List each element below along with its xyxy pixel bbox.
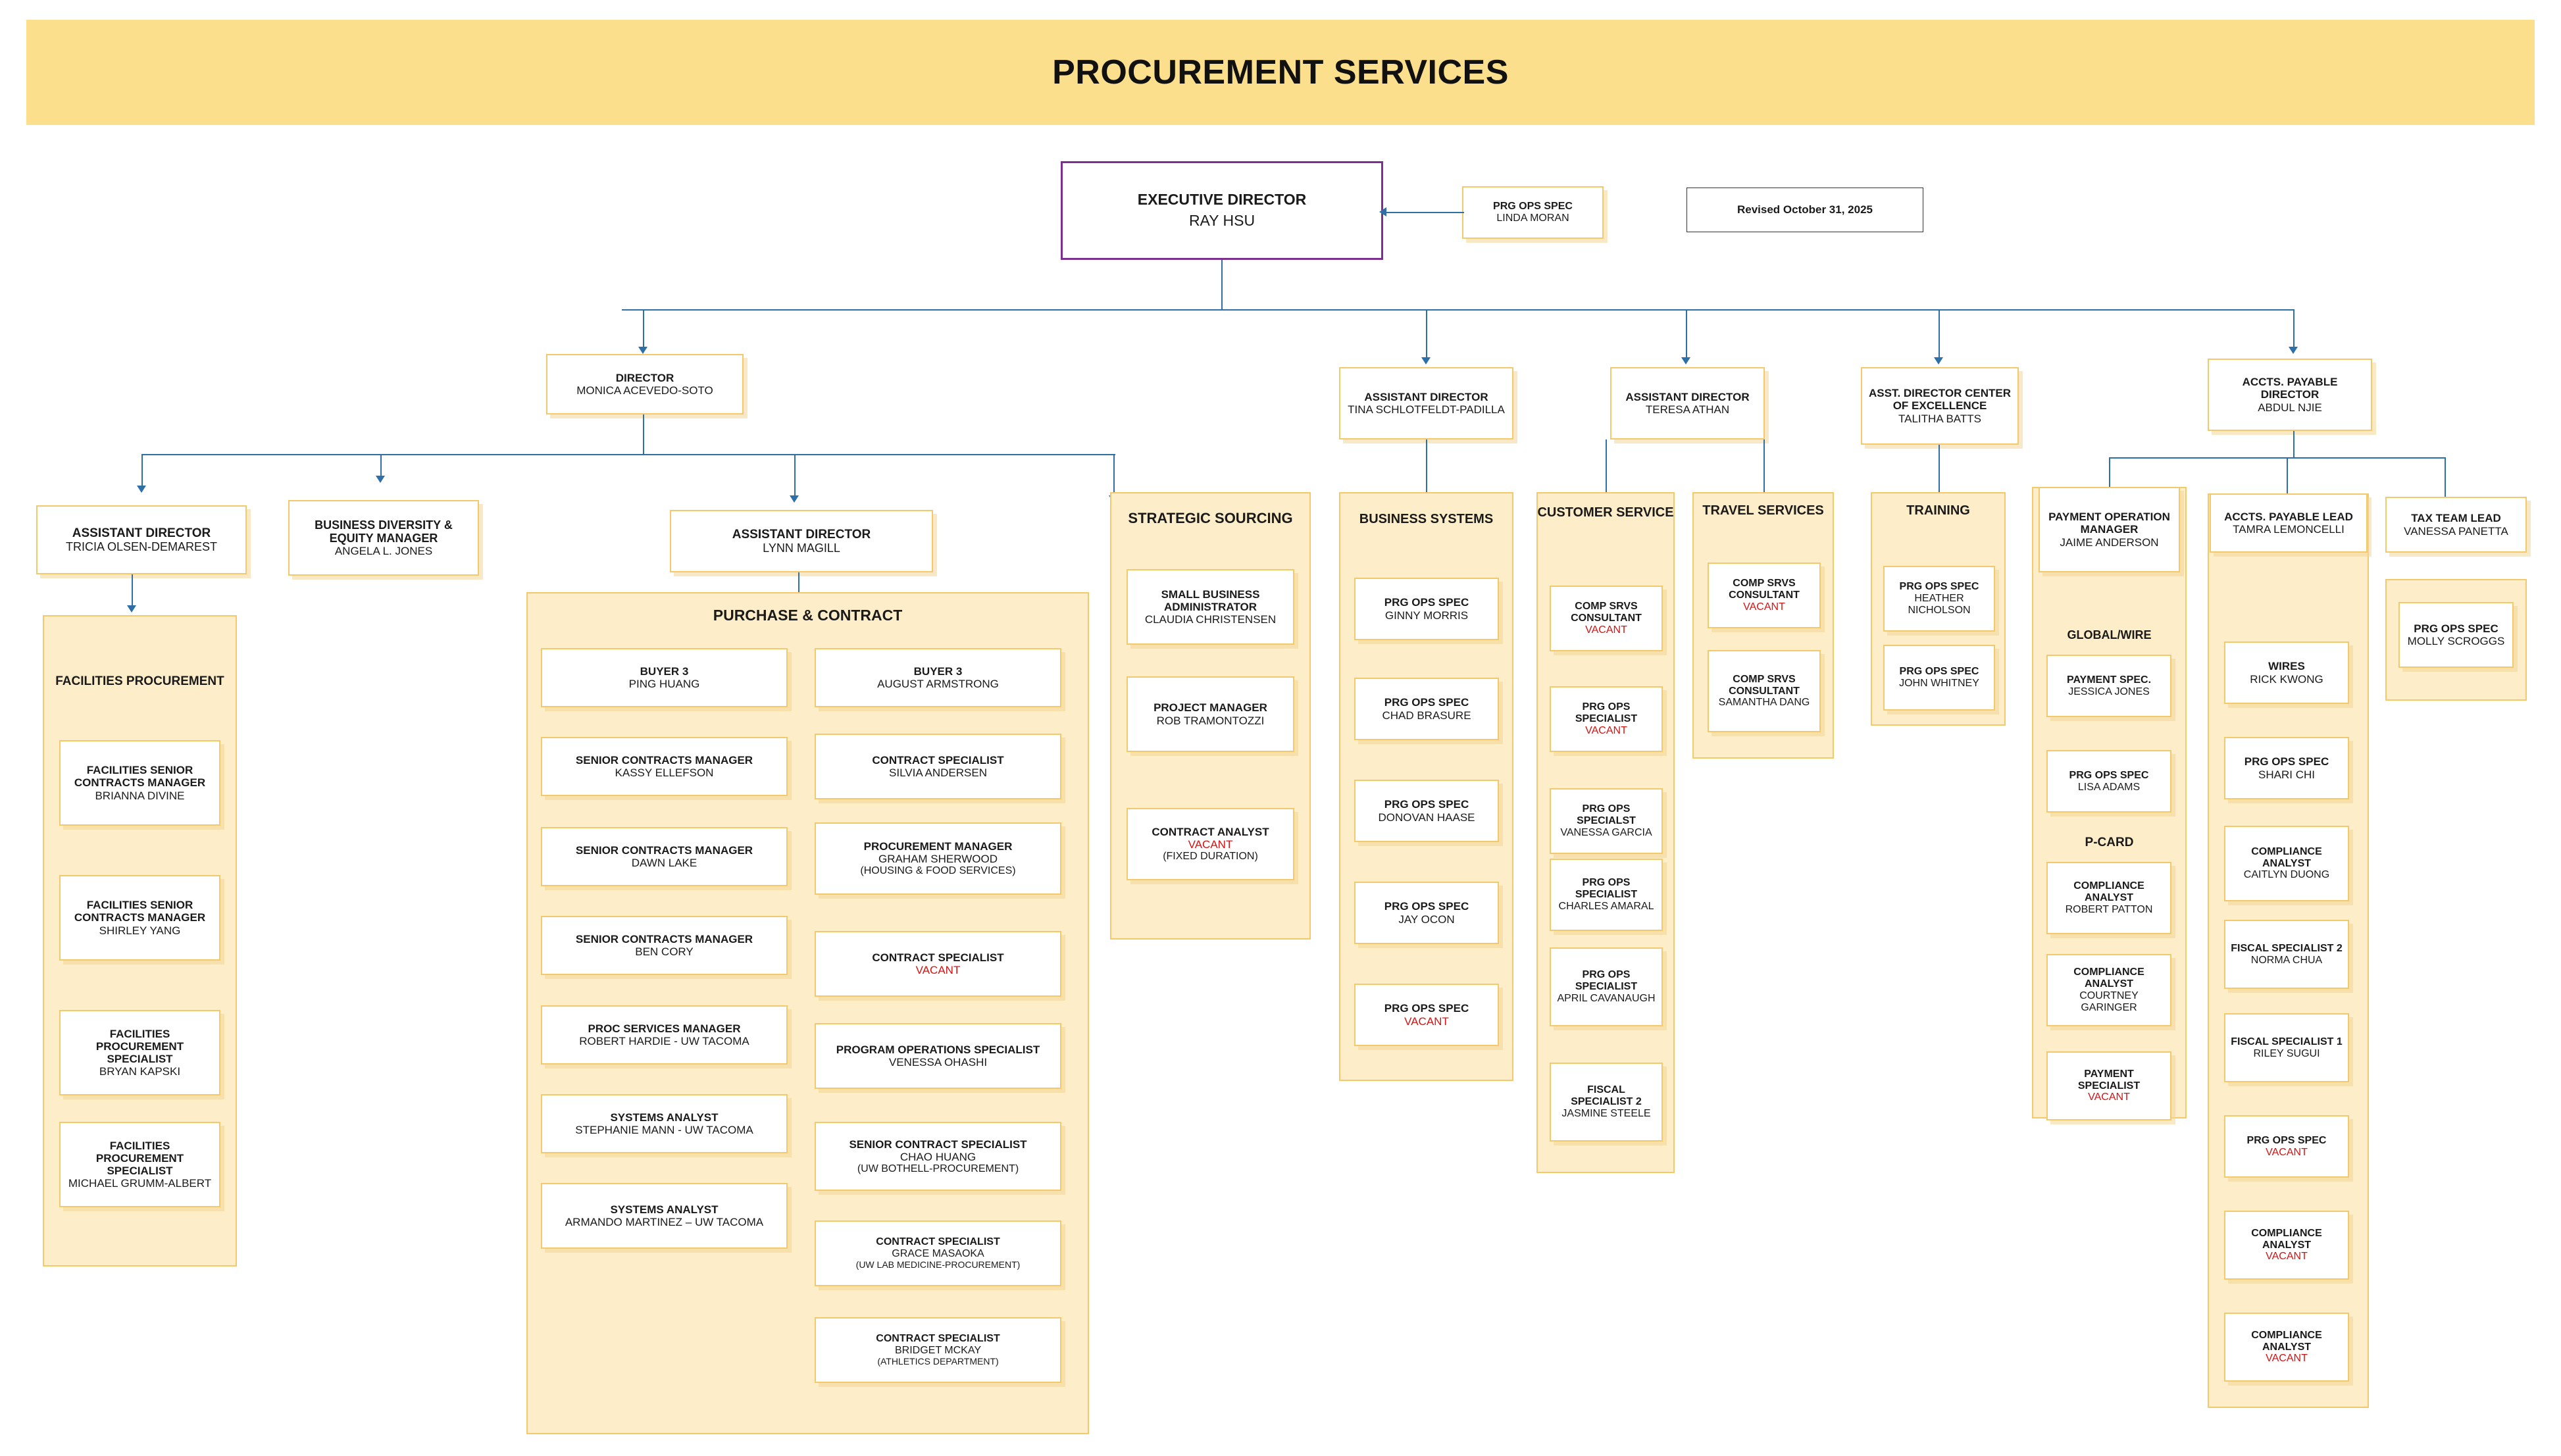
pc-right-title-4: PROGRAM OPERATIONS SPECIALIST [836,1043,1040,1056]
cs-member-5[interactable] [1550,1063,1663,1142]
arrow-tier3-c [790,495,799,503]
arrow-tier3-b [376,476,385,483]
exec-director-title: EXECUTIVE DIRECTOR [1137,191,1307,209]
pc-right-name-6: GRACE MASAOKA [892,1248,984,1260]
customer-service-title: CUSTOMER SERVICE [1537,505,1674,520]
pc-right-name-5: CHAO HUANG [900,1150,976,1163]
pc-left-title-0: BUYER 3 [640,665,689,678]
cs-name-1: VACANT [1585,724,1627,736]
tax-name-0: MOLLY SCROGGS [2407,635,2505,647]
po-pcard-title-0: COMPLIANCE ANALYST [2073,880,2144,904]
ap-member-2[interactable] [2224,826,2349,901]
ss-member-2[interactable] [1127,808,1294,880]
ap-title-1: PRG OPS SPEC [2244,755,2329,768]
connector-ap-lead [2287,457,2288,493]
facilities-name-2: BRYAN KAPSKI [99,1065,181,1078]
pc-right-note-5: (UW BOTHELL-PROCUREMENT) [857,1163,1019,1174]
facilities-member-0[interactable] [59,740,220,826]
p-card-label: P-CARD [2085,836,2134,849]
arrow-director [638,347,647,354]
ap-name-3: NORMA CHUA [2250,954,2323,966]
ss-title-2: CONTRACT ANALYST [1152,826,1269,839]
connector-ap-down [2293,431,2295,457]
pc-left-title-6: SYSTEMS ANALYST [610,1203,719,1216]
exec-director-name: RAY HSU [1188,212,1255,229]
cs-title-3: PRG OPS SPECIALIST [1575,877,1638,901]
ts-name-0: VACANT [1743,601,1785,613]
pc-right-title-5: SENIOR CONTRACT SPECIALIST [849,1138,1027,1151]
ap-name-2: CAITLYN DUONG [2243,869,2330,881]
tier2-box-assistant-director-teresa[interactable] [1610,367,1765,439]
tier2-box-asst-director-coe[interactable] [1861,367,2019,445]
connector-training [1939,445,1940,492]
po-global-title-1: PRG OPS SPEC [2069,769,2149,781]
tier3-title-1: BUSINESS DIVERSITY & EQUITY MANAGER [315,518,453,545]
pc-left-6[interactable] [541,1183,788,1249]
pc-right-7[interactable] [815,1317,1061,1383]
ap-lead-title: ACCTS. PAYABLE LEAD [2224,510,2353,523]
revised-date-label: Revised October 31, 2025 [1737,203,1873,216]
pc-right-title-2: PROCUREMENT MANAGER [863,840,1013,853]
global-wire-label: GLOBAL/WIRE [2067,628,2152,641]
tier2-box-accts-payable-director[interactable] [2208,359,2372,431]
bs-name-0: GINNY MORRIS [1384,609,1469,622]
connector-business-systems [1426,439,1427,492]
facilities-title-3: FACILITIES PROCUREMENT SPECIALIST [95,1139,184,1177]
strategic-sourcing-title: STRATEGIC SOURCING [1128,510,1293,526]
pc-right-note-2: (HOUSING & FOOD SERVICES) [860,865,1016,877]
ts-name-1: SAMANTHA DANG [1718,697,1810,709]
bs-member-2[interactable] [1354,780,1499,842]
ap-member-5[interactable] [2224,1115,2349,1178]
tier3-box-assistant-director-tricia[interactable] [36,505,247,574]
po-global-member-0[interactable] [2046,655,2171,717]
ss-title-0: SMALL BUSINESS ADMINISTRATOR [1161,588,1260,613]
connector-tier2-bus [622,309,2293,311]
po-pcard-member-2[interactable] [2046,1051,2171,1120]
connector-director-down [643,414,644,454]
bs-name-4: VACANT [1404,1015,1449,1028]
tier2-name-1: TINA SCHLOTFELDT-PADILLA [1348,403,1505,416]
pc-left-0[interactable] [541,648,788,707]
travel-services-title: TRAVEL SERVICES [1702,503,1824,518]
tier3-box-bde-manager[interactable] [288,500,479,576]
ap-member-1[interactable] [2224,737,2349,799]
tax-title-0: PRG OPS SPEC [2414,622,2498,635]
po-pcard-name-0: ROBERT PATTON [2065,903,2153,915]
arrow-facilities [127,605,136,613]
tier3-name-2: LYNN MAGILL [763,541,840,555]
facilities-title-2: FACILITIES PROCUREMENT SPECIALIST [95,1027,184,1065]
facilities-member-1[interactable] [59,875,220,961]
pc-left-title-4: PROC SERVICES MANAGER [588,1022,741,1035]
po-pcard-member-1[interactable] [2046,954,2171,1026]
ss-name-0: CLAUDIA CHRISTENSEN [1144,613,1277,626]
ap-name-6: VACANT [2266,1251,2308,1263]
pc-left-title-2: SENIOR CONTRACTS MANAGER [575,843,753,857]
tier2-name-3: TALITHA BATTS [1898,412,1981,425]
pc-left-name-2: DAWN LAKE [631,857,697,869]
connector-tier3-bus [141,454,1115,455]
facilities-name-0: BRIANNA DIVINE [95,789,185,802]
accts-payable-lead-box[interactable] [2210,493,2368,553]
tier3-box-assistant-director-lynn[interactable] [670,510,933,572]
facilities-member-3[interactable] [59,1122,220,1207]
cs-member-2[interactable] [1550,788,1663,854]
po-global-name-0: JESSICA JONES [2068,686,2150,697]
exec-assistant-title: PRG OPS SPEC [1493,201,1573,213]
connector-tricia-down [132,574,133,609]
ts-title-1: COMP SRVS CONSULTANT [1729,673,1800,697]
ap-title-2: COMPLIANCE ANALYST [2251,845,2322,869]
po-pcard-name-1: COURTNEY GARINGER [2079,990,2139,1013]
facilities-name-3: MICHAEL GRUMM-ALBERT [68,1177,212,1190]
exec-assistant-box[interactable] [1462,186,1604,239]
exec-assistant-name: LINDA MORAN [1496,213,1569,224]
pc-right-name-3: VACANT [915,964,961,976]
cs-member-4[interactable] [1550,947,1663,1026]
arrow-ad-tina [1421,357,1431,364]
cs-title-0: COMP SRVS CONSULTANT [1571,601,1642,624]
ap-lead-name: TAMRA LEMONCELLI [2233,523,2345,536]
pc-right-2[interactable] [815,822,1061,895]
ap-title-7: COMPLIANCE ANALYST [2251,1329,2322,1353]
ap-title-4: FISCAL SPECIALIST 1 [2231,1036,2343,1047]
facilities-member-2[interactable] [59,1010,220,1095]
arrow-tier3-a [137,486,146,493]
tier2-title-0: DIRECTOR [615,371,674,384]
bs-title-0: PRG OPS SPEC [1384,596,1469,609]
bs-title-4: PRG OPS SPEC [1384,1002,1469,1015]
tier2-name-4: ABDUL NJIE [2258,401,2322,414]
tier2-box-assistant-director-tina[interactable] [1339,367,1513,439]
pc-left-title-3: SENIOR CONTRACTS MANAGER [575,932,753,945]
pc-right-note-6: (UW LAB MEDICINE-PROCUREMENT) [855,1259,1021,1270]
cs-title-4: PRG OPS SPECIALIST [1575,969,1638,993]
pc-right-name-2: GRAHAM SHERWOOD [878,853,998,866]
ap-member-3[interactable] [2224,920,2349,989]
connector-customer-service [1606,439,1607,492]
connector-to-director [643,309,644,351]
cs-name-4: APRIL CAVANAUGH [1557,992,1656,1004]
pc-left-1[interactable] [541,737,788,796]
pc-right-title-6: CONTRACT SPECIALIST [876,1236,1000,1248]
ss-note-2: (FIXED DURATION) [1163,851,1258,863]
ap-member-0[interactable] [2224,641,2349,704]
cs-name-3: CHARLES AMARAL [1558,900,1654,912]
pc-right-title-3: CONTRACT SPECIALIST [872,951,1004,964]
ap-name-1: SHARI CHI [2258,768,2315,781]
tier2-name-0: MONICA ACEVEDO-SOTO [576,384,713,397]
connector-tier3-a [141,454,143,490]
pc-left-4[interactable] [541,1005,788,1065]
tier2-name-2: TERESA ATHAN [1645,403,1730,416]
business-systems-title: BUSINESS SYSTEMS [1359,512,1494,526]
bs-name-2: DONOVAN HAASE [1378,811,1475,824]
cs-name-0: VACANT [1585,624,1627,636]
page-banner [26,20,2535,125]
pc-left-name-1: KASSY ELLEFSON [615,766,714,779]
training-title: TRAINING [1906,503,1970,518]
ss-member-1[interactable] [1127,676,1294,752]
exec-director-box[interactable] [1061,161,1383,260]
cs-name-5: JASMINE STEELE [1561,1107,1651,1119]
bs-member-4[interactable] [1354,984,1499,1046]
ap-name-4: RILEY SUGUI [2253,1047,2320,1059]
training-title-0: PRG OPS SPEC [1899,581,1979,593]
tax-member-0[interactable] [2398,602,2514,668]
connector-ap-payment [2109,457,2110,487]
tax-lead-name: VANESSA PANETTA [2404,524,2508,538]
pc-right-title-1: CONTRACT SPECIALIST [872,753,1004,766]
cs-member-0[interactable] [1550,586,1663,651]
ap-member-7[interactable] [2224,1313,2349,1382]
pc-left-name-4: ROBERT HARDIE - UW TACOMA [579,1035,749,1047]
po-global-member-1[interactable] [2046,750,2171,813]
ts-member-1[interactable] [1708,650,1821,732]
pc-right-name-4: VENESSA OHASHI [888,1056,988,1068]
pc-right-name-0: AUGUST ARMSTRONG [877,678,999,690]
bs-title-2: PRG OPS SPEC [1384,798,1469,811]
pc-right-3[interactable] [815,931,1061,997]
cs-title-1: PRG OPS SPECIALIST [1575,701,1638,725]
ss-name-2: VACANT [1188,838,1233,851]
tax-lead-title: TAX TEAM LEAD [2411,512,2501,525]
bs-member-1[interactable] [1354,678,1499,740]
pc-left-5[interactable] [541,1094,788,1153]
training-title-1: PRG OPS SPEC [1899,666,1979,678]
facilities-name-1: SHIRLEY YANG [99,924,181,937]
ap-name-0: RICK KWONG [2250,672,2323,686]
tier3-title-2: ASSISTANT DIRECTOR [732,527,871,541]
tax-team-lead-box[interactable] [2385,497,2527,553]
cs-member-1[interactable] [1550,686,1663,752]
connector-to-coe [1939,309,1940,362]
ap-name-7: VACANT [2266,1353,2308,1365]
bs-member-3[interactable] [1354,882,1499,944]
pc-left-3[interactable] [541,916,788,975]
tier2-title-1: ASSISTANT DIRECTOR [1364,390,1488,403]
ap-title-6: COMPLIANCE ANALYST [2251,1227,2322,1251]
connector-to-ad-tina [1426,309,1427,362]
pc-left-name-6: ARMANDO MARTINEZ – UW TACOMA [565,1216,764,1228]
connector-ap-tax [2445,457,2446,497]
facilities-group-title: FACILITIES PROCUREMENT [55,674,224,688]
training-member-1[interactable] [1883,645,1995,711]
arrow-coe [1934,357,1943,364]
cs-title-5: FISCAL SPECIALIST 2 [1571,1084,1642,1108]
page-title: PROCUREMENT SERVICES [1052,53,1509,91]
pc-left-name-3: BEN CORY [635,945,694,958]
po-global-title-0: PAYMENT SPEC. [2066,674,2152,686]
po-global-name-1: LISA ADAMS [2077,781,2141,793]
tier2-title-2: ASSISTANT DIRECTOR [1625,390,1750,403]
connector-travel-services [1763,439,1765,492]
connector-ap-bus [2109,457,2445,459]
ap-title-5: PRG OPS SPEC [2246,1134,2327,1146]
ss-name-1: ROB TRAMONTOZZI [1156,714,1265,727]
pc-right-name-1: SILVIA ANDERSEN [889,766,987,779]
pc-left-name-5: STEPHANIE MANN - UW TACOMA [575,1124,753,1136]
cs-title-2: PRG OPS SPECIALST [1577,803,1636,827]
facilities-title-1: FACILITIES SENIOR CONTRACTS MANAGER [74,899,206,924]
arrow-ap-director [2289,347,2298,354]
po-pcard-name-2: VACANT [2088,1092,2130,1103]
ss-title-1: PROJECT MANAGER [1154,701,1267,715]
tier3-name-0: TRICIA OLSEN-DEMAREST [65,540,218,554]
pc-left-name-0: PING HUANG [628,678,700,690]
training-member-0[interactable] [1883,566,1995,632]
pc-right-1[interactable] [815,734,1061,799]
ap-title-3: FISCAL SPECIALIST 2 [2231,942,2343,954]
facilities-title-0: FACILITIES SENIOR CONTRACTS MANAGER [74,764,206,790]
ap-member-4[interactable] [2224,1013,2349,1082]
pc-left-2[interactable] [541,827,788,886]
connector-exec-down [1221,260,1223,309]
revised-date-box [1686,188,1923,232]
arrow-exec-assistant [1379,207,1386,216]
connector-exec-assistant [1385,212,1464,213]
ap-name-5: VACANT [2266,1146,2308,1158]
payment-operation-manager-box[interactable] [2039,487,2180,572]
bs-member-0[interactable] [1354,578,1499,640]
tier2-title-3: ASST. DIRECTOR CENTER OF EXCELLENCE [1869,387,2011,413]
ss-member-0[interactable] [1127,569,1294,645]
tier2-box-director[interactable] [546,354,744,414]
tier3-title-0: ASSISTANT DIRECTOR [72,526,211,540]
pc-right-5[interactable] [815,1122,1061,1191]
pc-left-title-5: SYSTEMS ANALYST [610,1111,719,1124]
bs-name-1: CHAD BRASURE [1382,709,1471,722]
payment-ops-title: PAYMENT OPERATION MANAGER [2048,511,2170,536]
tier2-title-4: ACCTS. PAYABLE DIRECTOR [2242,376,2338,401]
payment-ops-name: JAIME ANDERSON [2060,536,2159,549]
connector-to-ad-teresa [1686,309,1687,362]
ap-title-0: WIRES [2268,660,2305,673]
pc-right-note-7: (ATHLETICS DEPARTMENT) [877,1356,999,1367]
cs-name-2: VANESSA GARCIA [1560,826,1652,838]
pc-left-title-1: SENIOR CONTRACTS MANAGER [575,753,753,766]
pc-right-title-7: CONTRACT SPECIALIST [876,1333,1000,1345]
connector-to-ap-director [2293,309,2295,351]
pc-right-0[interactable] [815,648,1061,707]
po-pcard-member-0[interactable] [2046,862,2171,934]
tier3-name-1: ANGELA L. JONES [334,545,433,558]
po-pcard-title-1: COMPLIANCE ANALYST [2073,966,2144,990]
po-pcard-title-2: PAYMENT SPECIALIST [2077,1068,2141,1092]
cs-member-3[interactable] [1550,859,1663,931]
ts-member-0[interactable] [1708,563,1821,628]
pc-right-6[interactable] [815,1220,1061,1286]
ap-member-6[interactable] [2224,1211,2349,1280]
training-name-1: JOHN WHITNEY [1899,678,1979,689]
training-name-0: HEATHER NICHOLSON [1908,593,1971,616]
ts-title-0: COMP SRVS CONSULTANT [1729,578,1800,601]
purchase-contract-title: PURCHASE & CONTRACT [713,607,903,624]
bs-title-3: PRG OPS SPEC [1384,900,1469,913]
pc-right-title-0: BUYER 3 [913,665,963,678]
bs-name-3: JAY OCON [1398,913,1455,926]
pc-right-4[interactable] [815,1023,1061,1089]
arrow-ad-teresa [1681,357,1690,364]
bs-title-1: PRG OPS SPEC [1384,696,1469,709]
connector-tier3-c [794,454,796,500]
pc-right-name-7: BRIDGET MCKAY [895,1345,981,1357]
